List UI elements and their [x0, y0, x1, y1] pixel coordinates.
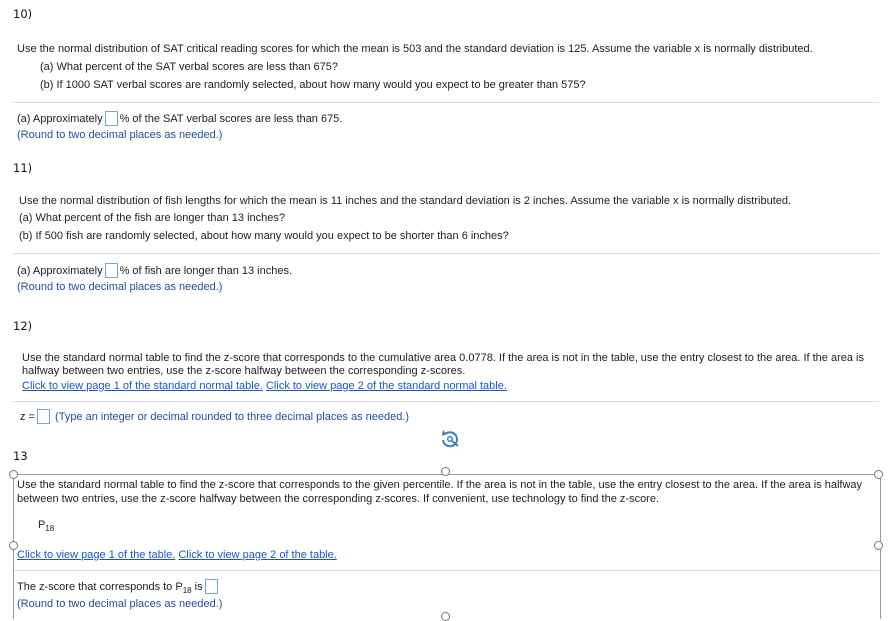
answer-input[interactable] [205, 579, 218, 594]
resize-handle-icon[interactable] [874, 541, 883, 550]
question-number: 10) [13, 7, 33, 21]
question-part-a: (a) What percent of the SAT verbal scores are less than 675? [40, 61, 338, 73]
answer-subscript: 18 [182, 586, 192, 596]
answer-line [20, 409, 409, 424]
question-part-b: (b) If 1000 SAT verbal scores are randomly selected, about how many would you expect to be greater than 575? [40, 79, 586, 91]
percentile-label [38, 519, 54, 533]
answer-prefix: The z-score that corresponds to P [17, 581, 183, 593]
question-part-a: (a) What percent of the fish are longer than 13 inches? [19, 212, 285, 224]
rounding-hint: (Type an integer or decimal rounded to three decimal places as needed.) [55, 411, 410, 423]
resize-handle-icon[interactable] [441, 612, 450, 621]
question-prompt: Use the standard normal table to find the z-score that corresponds to the given percentile. If the area is not in the table, use the entry closest to the area. If the area is halfway between two entries, use the z-score halfway between the corresponding z-scores. If convenient, use technology to find the z-score. [17, 479, 863, 505]
answer-line [17, 263, 292, 278]
question-prompt: Use the normal distribution of fish lengths for which the mean is 11 inches and the standard deviation is 2 inches. Assume the variable x is normally distributed. [19, 195, 792, 207]
rotate-icon[interactable] [438, 429, 462, 449]
answer-input[interactable] [105, 263, 118, 278]
question-number: 13 [13, 449, 28, 463]
answer-input[interactable] [37, 409, 50, 424]
question-number: 12) [13, 319, 33, 333]
divider [13, 253, 879, 254]
table-page-2-link[interactable]: Click to view page 2 of the table. [178, 549, 337, 561]
answer-prefix: (a) Approximately [17, 113, 103, 125]
divider [13, 102, 879, 103]
rounding-hint: (Round to two decimal places as needed.) [17, 129, 223, 141]
percentile-subscript: 18 [45, 524, 55, 534]
table-links [17, 549, 337, 561]
answer-suffix: % of fish are longer than 13 inches. [119, 265, 293, 277]
rounding-hint: (Round to two decimal places as needed.) [17, 598, 223, 610]
answer-line [17, 579, 220, 595]
answer-suffix: % of the SAT verbal scores are less than 675. [119, 113, 343, 125]
table-page-2-link[interactable]: Click to view page 2 of the standard normal table. [265, 380, 507, 392]
percentile-base: P [38, 519, 46, 531]
table-page-1-link[interactable]: Click to view page 1 of the standard normal table. [22, 380, 263, 392]
answer-prefix: (a) Approximately [17, 265, 103, 277]
divider [13, 401, 879, 402]
question-prompt: Use the standard normal table to find the z-score that corresponds to the cumulative area 0.0778. If the area is not in the table, use the entry closest to the area. If the area is halfway between two entries, use the z-score halfway between the corresponding z-scores. [22, 352, 864, 377]
answer-input[interactable] [105, 111, 118, 126]
resize-handle-icon[interactable] [441, 467, 450, 476]
table-page-1-link[interactable]: Click to view page 1 of the table. [17, 549, 176, 561]
answer-is: is [194, 581, 203, 593]
question-prompt: Use the normal distribution of SAT critical reading scores for which the mean is 503 and the standard deviation is 125. Assume the variable x is normally distributed. [17, 43, 813, 55]
table-links [22, 380, 507, 392]
question-number: 11) [13, 161, 33, 175]
rounding-hint: (Round to two decimal places as needed.) [17, 281, 223, 293]
answer-prefix: z = [20, 411, 35, 423]
answer-line [17, 111, 342, 126]
question-part-b: (b) If 500 fish are randomly selected, about how many would you expect to be shorter than 6 inches? [19, 230, 509, 242]
divider [14, 570, 879, 571]
